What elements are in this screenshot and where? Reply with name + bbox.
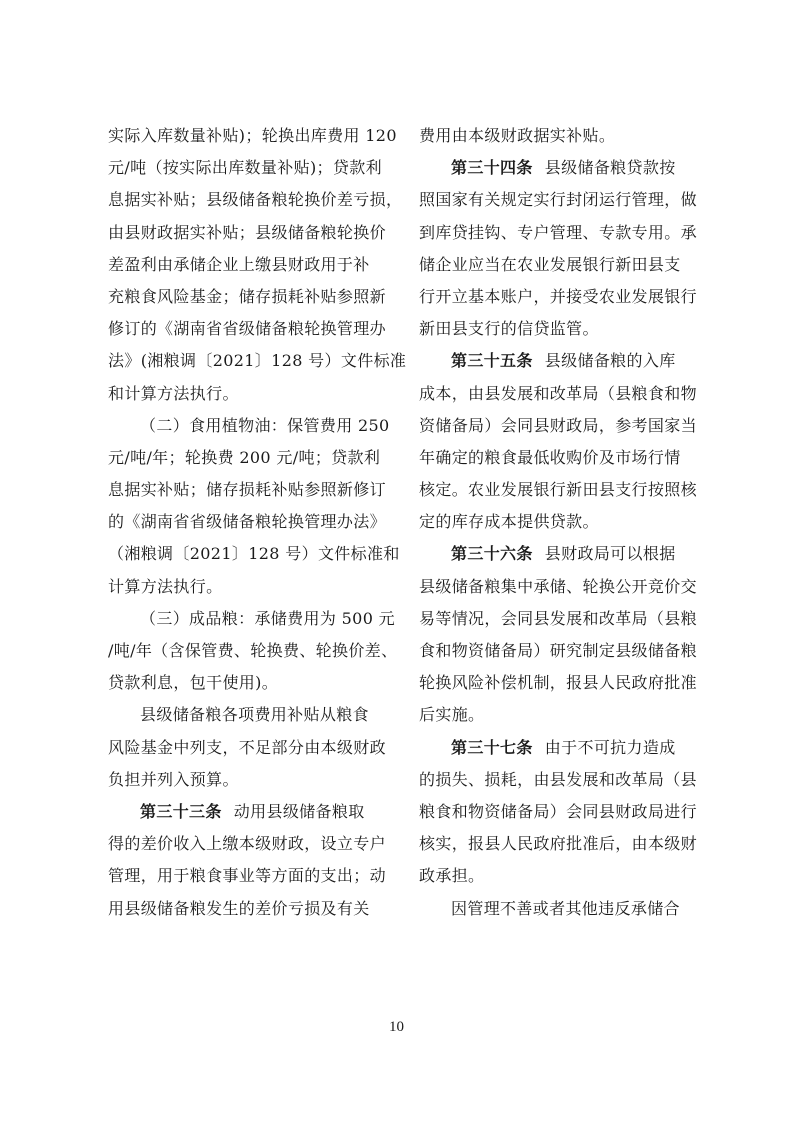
article-heading: 第三十四条 bbox=[451, 158, 533, 178]
line-text: 用县级储备粮发生的差价亏损及有关 bbox=[108, 898, 370, 918]
text-line bbox=[419, 345, 695, 377]
text-line bbox=[108, 732, 384, 764]
line-text: 因管理不善或者其他违反承储合 bbox=[451, 898, 680, 918]
text-line bbox=[108, 796, 384, 828]
text-line bbox=[419, 120, 695, 152]
text-line bbox=[419, 860, 695, 892]
line-text: 县级储备粮各项费用补贴从粮食 bbox=[140, 705, 369, 725]
text-line bbox=[419, 410, 695, 442]
line-text: 动用县级储备粮取 bbox=[233, 801, 365, 821]
text-line bbox=[108, 249, 384, 281]
line-text: 县级储备粮的入库 bbox=[544, 351, 676, 371]
line-text: 食和物资储备局）研究制定县级储备粮 bbox=[419, 641, 697, 660]
line-text: 管理，用于粮食事业等方面的支出；动 bbox=[108, 866, 386, 886]
line-text: 风险基金中列支，不足部分由本级财政 bbox=[108, 737, 386, 757]
line-text: 由于不可抗力造成 bbox=[544, 737, 676, 757]
text-line bbox=[419, 828, 695, 860]
text-line bbox=[419, 442, 695, 474]
left-text-column bbox=[108, 120, 407, 925]
line-text: 储企业应当在农业发展银行新田县支 bbox=[419, 254, 681, 274]
line-text: 负担并列入预算。 bbox=[108, 769, 239, 789]
line-text: 实际入库数量补贴)；轮换出库费用 120 bbox=[108, 126, 397, 145]
line-text: 由县财政据实补贴；县级储备粮轮换价 bbox=[108, 222, 386, 242]
text-line bbox=[108, 120, 397, 152]
text-line bbox=[108, 217, 384, 249]
line-text: 元/吨/年；轮换费 200 元/吨；贷款利 bbox=[108, 447, 381, 467]
line-text: 差盈利由承储企业上缴县财政用于补 bbox=[108, 254, 370, 274]
text-line bbox=[419, 893, 695, 925]
text-line bbox=[419, 152, 695, 184]
text-line bbox=[419, 732, 695, 764]
text-line bbox=[108, 345, 407, 377]
article-heading: 第三十五条 bbox=[451, 351, 533, 371]
line-text: 法》(湘粮调〔2021〕128 号）文件标准 bbox=[108, 351, 407, 371]
text-line bbox=[108, 603, 396, 635]
line-text: 县级储备粮贷款按 bbox=[544, 158, 676, 178]
line-text: 行开立基本账户，并接受农业发展银行 bbox=[419, 286, 697, 306]
text-line bbox=[419, 506, 695, 538]
text-line bbox=[419, 796, 695, 828]
line-text: 费用由本级财政据实补贴。 bbox=[419, 126, 616, 145]
article-heading: 第三十三条 bbox=[140, 801, 222, 821]
text-line bbox=[419, 699, 695, 731]
line-text: 计算方法执行。 bbox=[108, 576, 223, 596]
line-text: /吨/年（含保管费、轮换费、轮换价差、 bbox=[108, 641, 398, 660]
line-text: 和计算方法执行。 bbox=[108, 383, 239, 403]
line-text: 定的库存成本提供贷款。 bbox=[419, 512, 599, 532]
line-text: 核实，报县人民政府批准后，由本级财 bbox=[419, 834, 697, 854]
text-line bbox=[108, 378, 384, 410]
text-line bbox=[108, 152, 384, 184]
line-text: （三）成品粮：承储费用为 500 元 bbox=[140, 608, 396, 628]
text-line bbox=[108, 313, 384, 345]
text-line bbox=[108, 442, 384, 474]
line-text: 照国家有关规定实行封闭运行管理，做 bbox=[419, 190, 697, 210]
text-line bbox=[108, 667, 384, 699]
line-text: 轮换风险补偿机制，报县人民政府批准 bbox=[419, 673, 697, 693]
line-text: 的损失、损耗，由县发展和改革局（县 bbox=[419, 769, 697, 789]
line-text: 成本，由县发展和改革局（县粮食和物 bbox=[419, 383, 697, 403]
line-text: 政承担。 bbox=[419, 866, 485, 886]
right-text-column bbox=[419, 120, 695, 925]
text-line bbox=[108, 764, 384, 796]
line-text: （二）食用植物油：保管费用 250 bbox=[140, 415, 390, 435]
text-line bbox=[419, 667, 695, 699]
text-line bbox=[419, 764, 695, 796]
text-line bbox=[108, 538, 400, 570]
line-text: 息据实补贴；县级储备粮轮换价差亏损， bbox=[108, 190, 403, 210]
text-line bbox=[419, 281, 695, 313]
line-text: 新田县支行的信贷监管。 bbox=[419, 319, 599, 339]
text-line bbox=[419, 603, 695, 635]
text-line bbox=[419, 217, 695, 249]
page-number: 10 bbox=[389, 1019, 404, 1035]
line-text: 得的差价收入上缴本级财政，设立专户 bbox=[108, 834, 386, 854]
line-text: 县财政局可以根据 bbox=[544, 544, 676, 564]
text-line bbox=[419, 184, 695, 216]
text-line bbox=[419, 474, 695, 506]
line-text: 息据实补贴；储存损耗补贴参照新修订 bbox=[108, 480, 386, 500]
line-text: 资储备局）会同县财政局，参考国家当 bbox=[419, 415, 697, 435]
text-line bbox=[108, 828, 384, 860]
line-text: 的《湖南省省级储备粮轮换管理办法》 bbox=[108, 512, 386, 532]
article-heading: 第三十六条 bbox=[451, 544, 533, 564]
text-line bbox=[108, 474, 384, 506]
text-line bbox=[419, 571, 695, 603]
text-line bbox=[419, 313, 695, 345]
line-text: 粮食和物资储备局）会同县财政局进行 bbox=[419, 801, 697, 821]
text-line bbox=[108, 281, 384, 313]
text-line bbox=[108, 699, 384, 731]
line-text: 到库贷挂钩、专户管理、专款专用。承 bbox=[419, 222, 697, 242]
text-line bbox=[419, 378, 695, 410]
line-text: 元/吨（按实际出库数量补贴)；贷款利 bbox=[108, 158, 382, 178]
text-line bbox=[108, 860, 384, 892]
line-text: 核定。农业发展银行新田县支行按照核 bbox=[419, 480, 697, 500]
text-line bbox=[108, 184, 403, 216]
text-line bbox=[419, 538, 695, 570]
text-line bbox=[419, 249, 695, 281]
article-heading: 第三十七条 bbox=[451, 737, 533, 757]
line-text: 县级储备粮集中承储、轮换公开竞价交 bbox=[419, 576, 697, 596]
text-line bbox=[108, 893, 384, 925]
line-text: 充粮食风险基金；储存损耗补贴参照新 bbox=[108, 286, 386, 306]
line-text: （湘粮调〔2021〕128 号）文件标准和 bbox=[108, 544, 400, 564]
text-line bbox=[108, 410, 390, 442]
line-text: 年确定的粮食最低收购价及市场行情 bbox=[419, 447, 681, 467]
text-line bbox=[108, 571, 384, 603]
line-text: 后实施。 bbox=[419, 705, 485, 725]
line-text: 贷款利息，包干使用)。 bbox=[108, 673, 279, 693]
text-line bbox=[108, 635, 398, 667]
line-text: 易等情况，会同县发展和改革局（县粮 bbox=[419, 608, 697, 628]
text-line bbox=[419, 635, 695, 667]
text-line bbox=[108, 506, 384, 538]
line-text: 修订的《湖南省省级储备粮轮换管理办 bbox=[108, 319, 386, 339]
